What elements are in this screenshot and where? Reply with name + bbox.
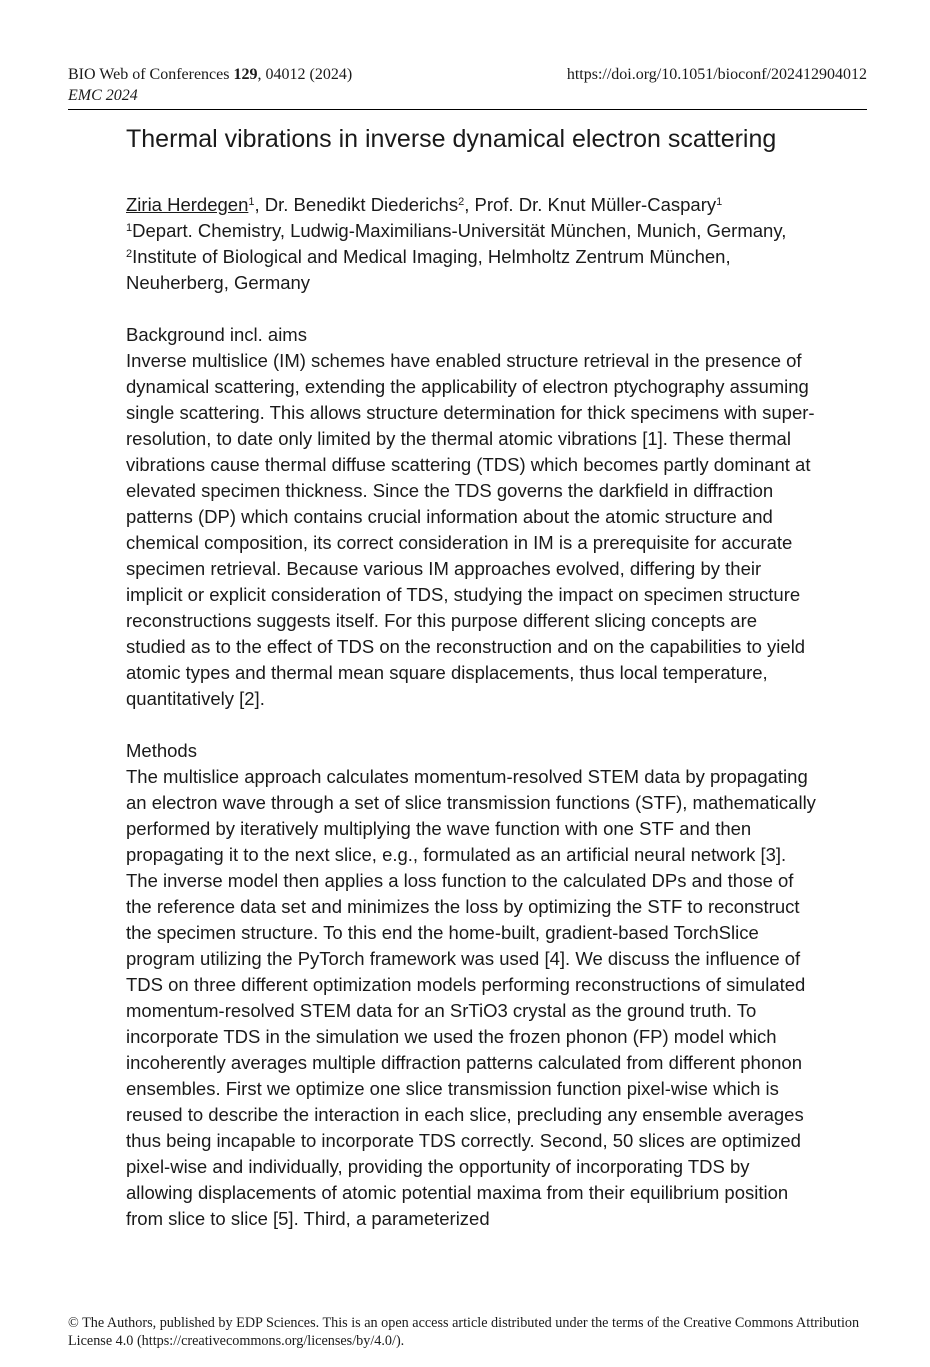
author-presenting: Ziria Herdegen bbox=[126, 194, 249, 215]
author-block bbox=[126, 192, 816, 296]
journal-citation bbox=[68, 64, 352, 85]
journal-volume: 129 bbox=[233, 66, 258, 83]
section-heading-background: Background incl. aims bbox=[126, 324, 307, 345]
background-paragraph: Inverse multislice (IM) schemes have enabled structure retrieval in the presence of dynamical scattering, extending the applicability of electron ptychography assuming single scattering. This allows structure determination for thick specimens with super-resolution, to date only limited by the thermal atomic vibrations [1]. These thermal vibrations cause thermal diffuse scattering (TDS) which becomes partly dominant at elevated specimen thickness. Since the TDS governs the darkfield in diffraction patterns (DP) which contains crucial information about the atomic structure and chemical composition, its correct consideration in IM is a prerequisite for accurate specimen retrieval. Because various IM approaches evolved, differing by their implicit or explicit consideration of TDS, studying the impact on specimen structure reconstructions suggests itself. For this purpose different slicing concepts are studied as to the effect of TDS on the reconstruction and on the capabilities to yield atomic types and thermal mean square displacements, thus local temperature, quantitatively [2]. bbox=[126, 350, 815, 709]
affiliation: Institute of Biological and Medical Imaging, Helmholtz Zentrum München, Neuherberg, Germany bbox=[126, 246, 731, 293]
journal-name: BIO Web of Conferences bbox=[68, 66, 234, 83]
author-sup: 1 bbox=[716, 196, 723, 208]
author-sup: 2 bbox=[458, 196, 465, 208]
event-name: EMC 2024 bbox=[68, 87, 138, 104]
affiliation-sup: 1 bbox=[126, 222, 133, 234]
doi-link[interactable]: https://doi.org/10.1051/bioconf/202412904012 bbox=[566, 66, 867, 83]
affiliation-sup: 2 bbox=[126, 248, 133, 260]
affiliation: Depart. Chemistry, Ludwig-Maximilians-Universität München, Munich, Germany, bbox=[132, 220, 787, 241]
header-rule bbox=[68, 109, 867, 110]
section-heading-methods: Methods bbox=[126, 740, 197, 761]
author-sup: 1 bbox=[248, 196, 255, 208]
author: , Dr. Benedikt Diederichs bbox=[254, 194, 459, 215]
article-body bbox=[126, 122, 816, 1232]
author: , Prof. Dr. Knut Müller-Caspary bbox=[464, 194, 717, 215]
article-title: Thermal vibrations in inverse dynamical electron scattering bbox=[126, 125, 777, 153]
journal-issue-year: , 04012 (2024) bbox=[257, 66, 353, 83]
methods-paragraph: The multislice approach calculates momentum-resolved STEM data by propagating an electron wave through a set of slice transmission functions (STF), mathematically performed by iteratively multiplying the wave function with one STF and then propagating it to the next slice, e.g., formulated as an artificial neural network [3]. The inverse model then applies a loss function to the calculated DPs and those of the reference data set and minimizes the loss by optimizing the STF to reconstruct the specimen structure. To this end the home-built, gradient-based TorchSlice program utilizing the PyTorch framework was used [4]. We discuss the influence of TDS on three different optimization models performing reconstructions of simulated momentum-resolved STEM data for an SrTiO3 crystal as the ground truth. To incorporate TDS in the simulation we used the frozen phonon (FP) model which incoherently averages multiple diffraction patterns calculated from different phonon ensembles. First we optimize one slice transmission function pixel-wise which is reused to describe the interaction in each slice, precluding any ensemble averages thus being incapable to incorporate TDS correctly. Second, 50 slices are optimized pixel-wise and individually, providing the opportunity of incorporating TDS by allowing displacements of atomic potential maxima from their equilibrium position from slice to slice [5]. Third, a parameterized bbox=[126, 766, 816, 1229]
license-footer: © The Authors, published by EDP Sciences. This is an open access article distributed under the terms of the Creative Commons Attribution License 4.0 (https://creativecommons.org/licenses/by/4.0/). bbox=[68, 1315, 860, 1349]
header-row bbox=[68, 64, 867, 85]
running-header bbox=[68, 64, 867, 106]
